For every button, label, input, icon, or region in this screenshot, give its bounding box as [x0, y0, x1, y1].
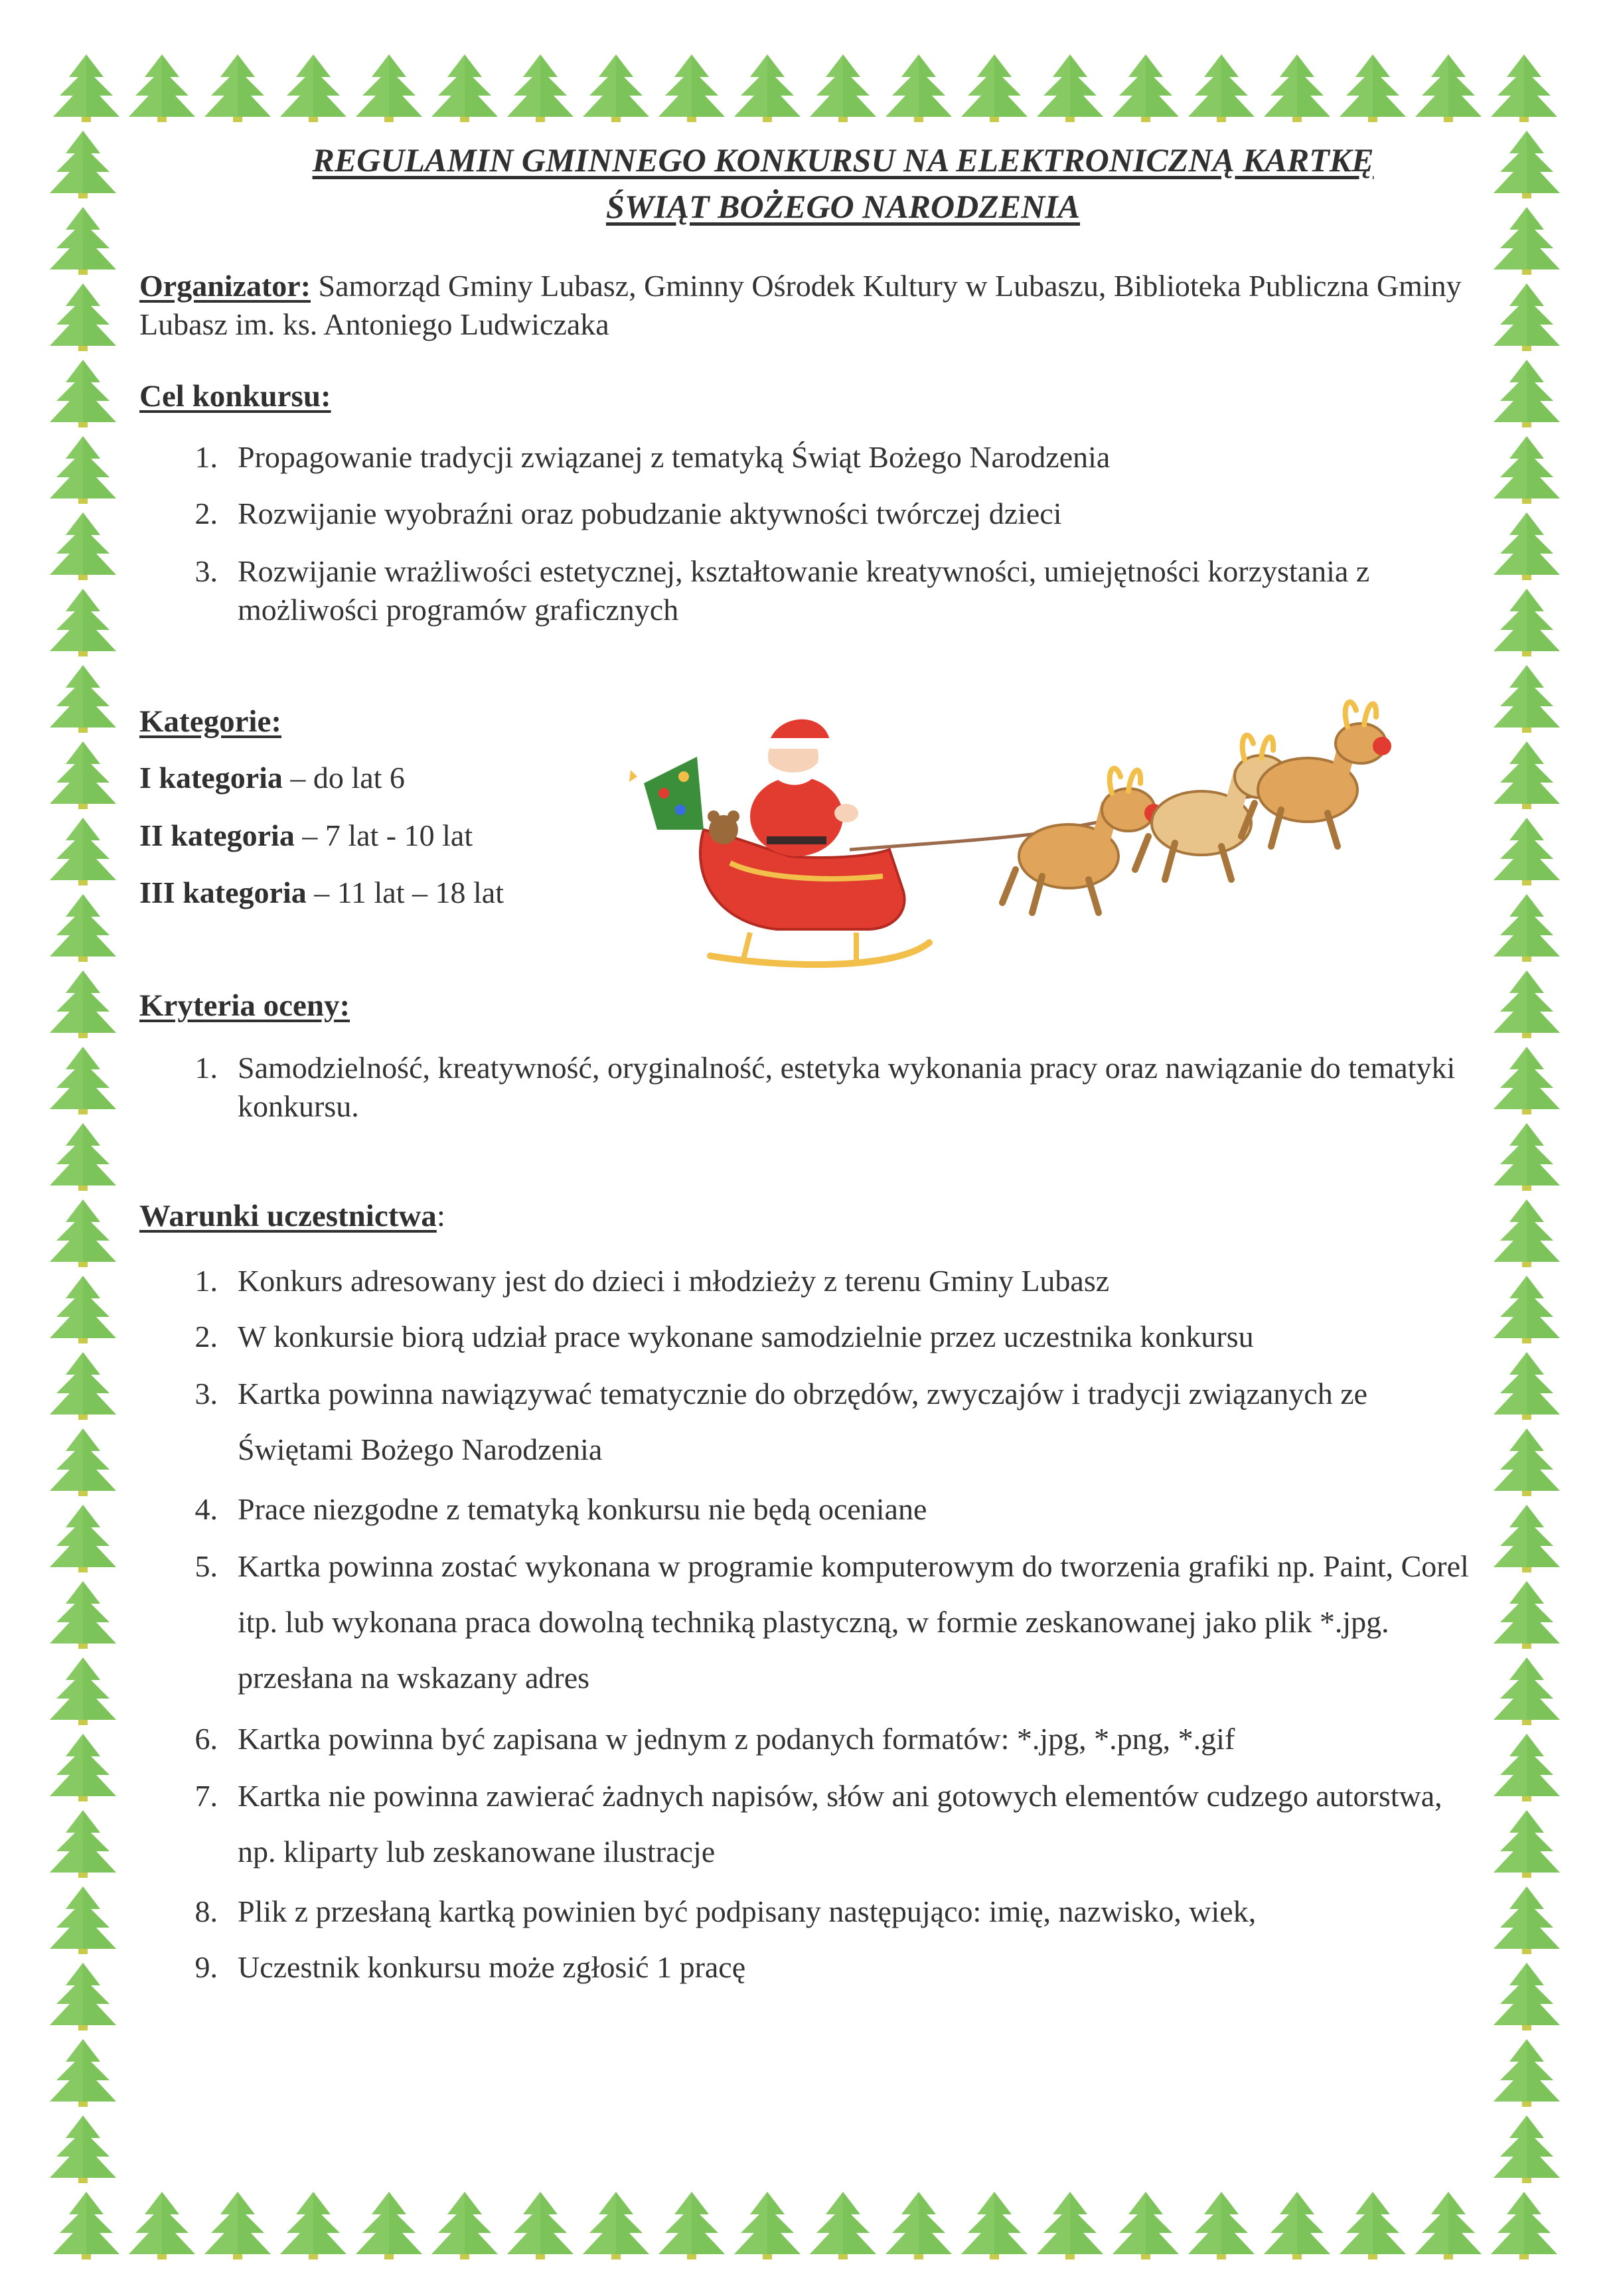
condition-number: 1. [194, 1264, 218, 1298]
organizer-label: Organizator: [139, 269, 311, 303]
condition-number: 5. [194, 1549, 218, 1583]
goal-item: Propagowanie tradycji związanej z tematyką Świąt Bożego Narodzenia [238, 440, 1111, 474]
condition-number: 2. [194, 1320, 218, 1353]
condition-item: Plik z przesłaną kartką powinien być podpisany następująco: imię, nazwisko, wiek, [238, 1894, 1257, 1928]
criteria-item: Samodzielność, kreatywność, oryginalność, estetyka wykonania pracy oraz nawiązanie do tematyki konkursu. [238, 1051, 1456, 1123]
goals-heading: Cel konkursu: [139, 379, 331, 414]
condition-item: Kartka powinna być zapisana w jednym z podanych formatów: *.jpg, *.png, *.gif [238, 1722, 1235, 1756]
title-line-1: REGULAMIN GMINNEGO KONKURSU NA ELEKTRONICZNĄ KARTKĘ [312, 141, 1374, 179]
condition-number: 7. [194, 1779, 218, 1813]
condition-item: Kartka powinna zostać wykonana w programie komputerowym do tworzenia grafiki np. Paint, Corel itp. lub wykonana praca dowolną techniką plastyczną, w formie zeskanowanej jako plik *.jpg. przesłana na wskazany adres [238, 1549, 1469, 1695]
category-age-range: – 11 lat – 18 lat [306, 876, 504, 909]
title-line-2: ŚWIĄT BOŻEGO NARODZENIA [605, 188, 1080, 225]
conditions-heading-row [139, 1198, 445, 1234]
organizer-text: Samorząd Gminy Lubasz, Gminny Ośrodek Kultury w Lubaszu, Biblioteka Publiczna Gminy Lubasz im. ks. Antoniego Ludwiczaka [139, 269, 1462, 341]
criteria-heading: Kryteria oceny: [139, 988, 350, 1023]
category-name: I kategoria [139, 761, 283, 795]
criteria-number: 1. [194, 1051, 218, 1085]
condition-item: Kartka powinna nawiązywać tematycznie do obrzędów, zwyczajów i tradycji związanych ze Świętami Bożego Narodzenia [238, 1377, 1368, 1466]
goal-number: 3. [194, 554, 218, 588]
categories-heading: Kategorie: [139, 704, 282, 739]
santa-sleigh-illustration [617, 677, 1401, 1022]
condition-item: Kartka nie powinna zawierać żadnych napisów, słów ani gotowych elementów cudzego autorstwa, np. kliparty lub zeskanowane ilustracje [238, 1779, 1442, 1869]
goal-item: Rozwijanie wrażliwości estetycznej, kształtowanie kreatywności, umiejętności korzystania z możliwości programów graficznych [238, 554, 1370, 627]
goal-number: 2. [194, 497, 218, 530]
category-age-range: – 7 lat - 10 lat [294, 818, 473, 852]
category-name: II kategoria [139, 818, 295, 852]
category-row [139, 875, 504, 910]
reindeer [1241, 702, 1391, 846]
goal-item: Rozwijanie wyobraźni oraz pobudzanie aktywności twórczej dzieci [238, 497, 1062, 530]
conditions-heading: Warunki uczestnictwa [139, 1199, 437, 1233]
condition-number: 6. [194, 1722, 218, 1756]
organizer-section [139, 267, 1487, 344]
category-row [139, 818, 473, 853]
condition-number: 9. [194, 1950, 218, 1984]
condition-number: 4. [194, 1492, 218, 1526]
santa [750, 716, 858, 856]
condition-number: 8. [194, 1894, 218, 1928]
condition-item: Konkurs adresowany jest do dzieci i młodzieży z terenu Gminy Lubasz [238, 1264, 1110, 1298]
condition-item: W konkursie biorą udział prace wykonane samodzielnie przez uczestnika konkursu [238, 1320, 1254, 1353]
category-name: III kategoria [139, 876, 307, 909]
conditions-heading-colon: : [436, 1199, 445, 1233]
reindeer [1002, 769, 1163, 913]
category-row [139, 760, 405, 795]
goal-number: 1. [194, 440, 218, 474]
condition-item: Uczestnik konkursu może zgłosić 1 pracę [238, 1950, 746, 1984]
condition-item: Prace niezgodne z tematyką konkursu nie będą oceniane [238, 1492, 927, 1526]
condition-number: 3. [194, 1377, 218, 1411]
category-age-range: – do lat 6 [282, 761, 405, 795]
